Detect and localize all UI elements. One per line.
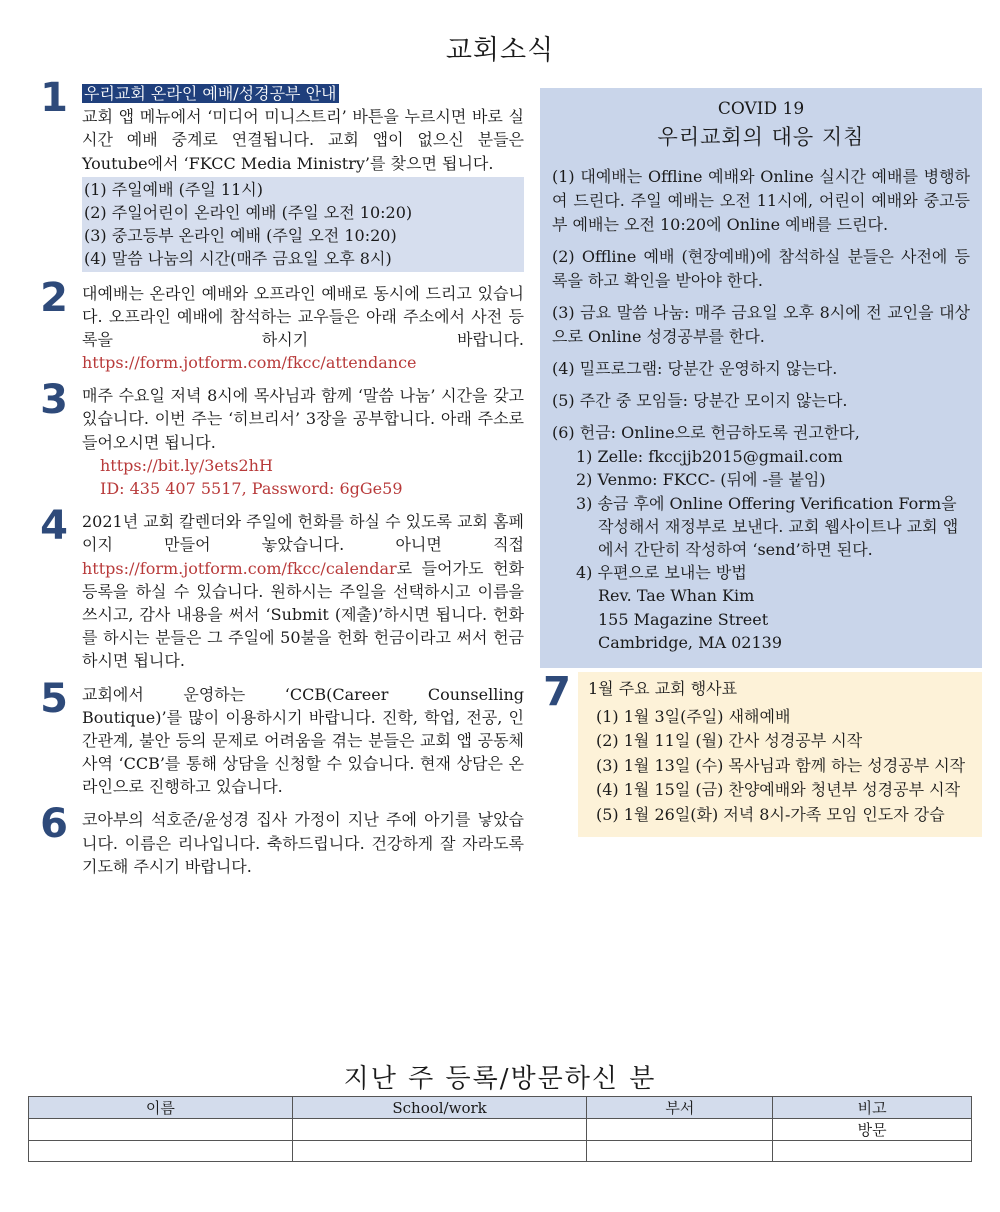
offering-mail-label: 4) 우편으로 보내는 방법 [576, 563, 747, 583]
mail-name: Rev. Tae Whan Kim [598, 586, 755, 606]
table-row [29, 1119, 972, 1141]
news-body: 코아부의 석호준/윤성경 집사 가정이 지난 주에 아기를 낳았습니다. 이름은 리나입니다. 축하드립니다. 건강하게 잘 자라도록 기도해 주시기 바랍니다. [82, 810, 524, 876]
table-cell [292, 1119, 587, 1141]
event-item: (2) 1월 11일 (월) 간사 성경공부 시작 [596, 731, 863, 751]
covid-guidelines-box [540, 88, 982, 668]
schedule-item: (3) 중고등부 온라인 예배 (주일 오전 10:20) [84, 226, 397, 246]
side-column [540, 88, 982, 837]
news-body: 로 들어가도 헌화 등록을 하실 수 있습니다. 원하시는 주일을 선택하시고 이름을 쓰시고, 감사 내용을 써서 ‘Submit (제출)’하시면 됩니다. 헌화를 하시는 분들은 그 주일에 50불을 헌화 헌금이라고 써서 헌금하시면 됩니다. [82, 558, 524, 671]
column-header: 비고 [773, 1097, 972, 1119]
table-cell: 방문 [773, 1119, 972, 1141]
news-number: 1 [40, 75, 68, 121]
news-item-6 [34, 801, 524, 878]
news-body: 매주 수요일 저녁 8시에 목사님과 함께 ‘말씀 나눔’ 시간을 갖고 있습니다. 이번 주는 ‘히브리서’ 3장을 공부합니다. 아래 주소로 들어오시면 됩니다. [82, 386, 524, 452]
page-title: 교회소식 [445, 35, 555, 66]
news-number: 2 [40, 274, 68, 321]
event-item: (4) 1월 15일 (금) 찬양예배와 청년부 성경공부 시작 [596, 780, 961, 800]
visitors-table [28, 1096, 972, 1162]
zoom-link[interactable]: https://bit.ly/3ets2hH [100, 455, 273, 475]
column-header: 부서 [587, 1097, 773, 1119]
covid-item: (2) Offline 예배 (현장예배)에 참석하실 분들은 사전에 등록을 하고 확인을 받아야 한다. [552, 247, 970, 291]
news-item-1 [34, 75, 524, 272]
event-item: (1) 1월 3일(주일) 새해예배 [596, 706, 791, 726]
news-body: 대예배는 온라인 예배와 오프라인 예배로 동시에 드리고 있습니다. 오프라인 예배에 참석하는 교우들은 아래 주소에서 사전 등록을 하시기 바랍니다. [82, 283, 524, 349]
offering-methods [552, 445, 970, 654]
table-cell [29, 1141, 293, 1162]
table-cell [587, 1141, 773, 1162]
offering-form: 3) 송금 후에 Online Offering Verification Form을 작성해서 재정부로 보낸다. 교회 웹사이트나 교회 앱에서 간단히 작성하여 ‘send’하면 된다. [576, 493, 959, 560]
covid-subtitle: 우리교회의 대응 지침 [657, 124, 865, 149]
column-header: 이름 [29, 1097, 293, 1119]
offering-venmo: 2) Venmo: FKCC- (뒤에 -를 붙임) [576, 470, 826, 490]
news-number: 7 [543, 668, 571, 715]
schedule-item: (1) 주일예배 (주일 11시) [84, 179, 263, 199]
news-number: 4 [40, 503, 68, 550]
table-cell [29, 1119, 293, 1141]
table-cell [292, 1141, 587, 1162]
table-row [29, 1141, 972, 1162]
table-cell [773, 1141, 972, 1162]
zoom-credentials: ID: 435 407 5517, Password: 6gGe59 [100, 479, 403, 498]
offering-zelle: 1) Zelle: fkccjjb2015@gmail.com [576, 447, 843, 467]
worship-schedule [82, 177, 524, 272]
news-body: 2021년 교회 칼렌더와 주일에 헌화를 하실 수 있도록 교회 홈페이지 만들어 놓았습니다. 아니면 직접 [82, 512, 524, 555]
calendar-link[interactable]: https://form.jotform.com/fkcc/calendar [82, 558, 397, 578]
covid-item: (5) 주간 중 모임들: 당분간 모이지 않는다. [552, 391, 848, 411]
attendance-link[interactable]: https://form.jotform.com/fkcc/attendance [82, 353, 417, 373]
news-column [34, 75, 524, 888]
covid-item: (6) 헌금: Online으로 헌금하도록 권고한다, [552, 423, 860, 443]
events-section [540, 668, 982, 837]
news-body: 교회 앱 메뉴에서 ‘미디어 미니스트리’ 바튼을 누르시면 바로 실시간 예배 중계로 연결됩니다. 교회 앱이 없으신 분들은 Youtube에서 ‘FKCC Media Ministry’를 찾으면 됩니다. [82, 107, 524, 173]
mail-street: 155 Magazine Street [598, 609, 769, 629]
news-heading: 우리교회 온라인 예배/성경공부 안내 [84, 84, 337, 103]
news-item-2 [34, 274, 524, 375]
news-item-3 [34, 377, 524, 500]
mail-city: Cambridge, MA 02139 [598, 632, 783, 652]
visitors-title: 지난 주 등록/방문하신 분 [343, 1064, 657, 1094]
events-title: 1월 주요 교회 행사표 [588, 678, 738, 698]
news-number: 6 [40, 801, 68, 848]
schedule-item: (2) 주일어린이 온라인 예배 (주일 오전 10:20) [84, 202, 413, 222]
events-box [578, 672, 982, 837]
covid-item: (1) 대예배는 Offline 예배와 Online 실시간 예배를 병행하여 드린다. 주일 예배는 오전 11시에, 어린이 예배와 중고등부 예배는 오전 10:20에 Online 예배를 드린다. [552, 167, 970, 235]
news-number: 3 [40, 377, 68, 424]
table-header-row [29, 1097, 972, 1119]
news-item-4 [34, 503, 524, 672]
event-item: (3) 1월 13일 (수) 목사님과 함께 하는 성경공부 시작 [596, 755, 966, 775]
table-cell [587, 1119, 773, 1141]
news-number: 5 [40, 675, 68, 722]
news-item-5 [34, 675, 524, 799]
covid-item: (3) 금요 말씀 나눔: 매주 금요일 오후 8시에 전 교인을 대상으로 Online 성경공부를 한다. [552, 303, 970, 347]
covid-title: COVID 19 [717, 99, 805, 119]
news-body: 교회에서 운영하는 ‘CCB(Career Counselling Boutique)’를 많이 이용하시기 바랍니다. 진학, 학업, 전공, 인간관계, 불안 등의 문제로 어려움을 겪는 분들은 교회 앱 공동체 사역 ‘CCB’를 통해 상담을 신청할 수 있습니다. 현재 상담은 온라인으로 진행하고 있습니다. [82, 684, 524, 797]
column-header: School/work [292, 1097, 587, 1119]
event-item: (5) 1월 26일(화) 저녁 8시-가족 모임 인도자 강습 [596, 804, 945, 824]
schedule-item: (4) 말씀 나눔의 시간(매주 금요일 오후 8시) [84, 249, 392, 269]
covid-item: (4) 밀프로그램: 당분간 운영하지 않는다. [552, 359, 838, 379]
